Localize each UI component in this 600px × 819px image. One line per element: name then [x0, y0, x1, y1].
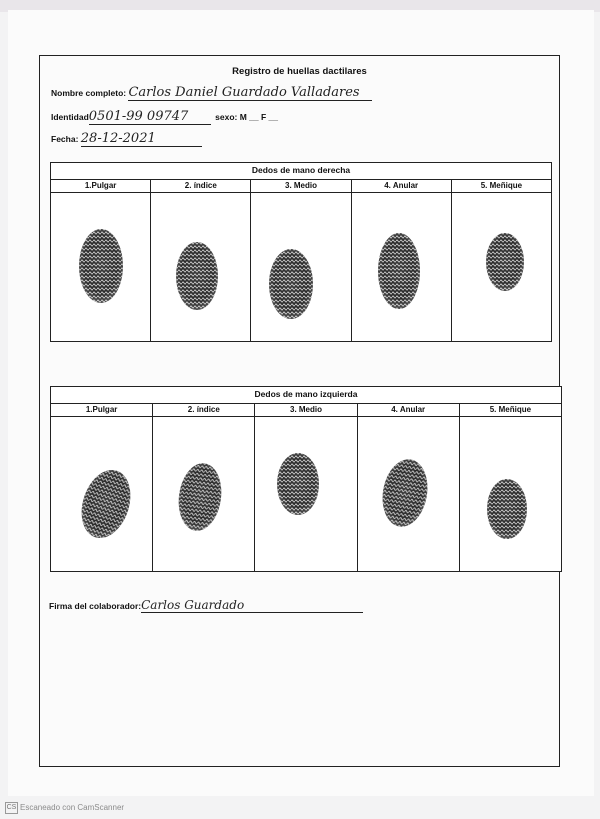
right-finger-header: 3. Medio [251, 180, 351, 192]
right-finger-header: 5. Meñique [480, 181, 523, 190]
date-field [51, 131, 202, 147]
fingerprint-form [39, 55, 560, 767]
right-hand-table [50, 162, 552, 342]
fingerprint-cell [153, 417, 255, 571]
fingerprint-cell [452, 193, 551, 341]
fingerprint-image [484, 231, 526, 293]
right-finger-header: 2. índice [151, 180, 251, 192]
fingerprint-image [376, 231, 422, 311]
fingerprint-cell [51, 417, 153, 571]
right-hand-headers [51, 180, 551, 193]
fingerprint-image [485, 477, 529, 541]
left-finger-header: 1.Pulgar [51, 404, 153, 416]
fingerprint-cell [460, 417, 561, 571]
fingerprint-cell [358, 417, 460, 571]
left-finger-header: 4. Anular [358, 404, 460, 416]
left-finger-header: 5. Meñique [489, 405, 532, 414]
fingerprint-cell [255, 417, 357, 571]
name-field [51, 85, 372, 101]
name-label: Nombre completo: [51, 88, 127, 98]
right-finger-header: 1.Pulgar [51, 180, 151, 192]
fingerprint-cell [352, 193, 452, 341]
name-value: Carlos Daniel Guardado Valladares [128, 85, 372, 101]
signature-field [49, 598, 363, 613]
right-finger-header: 4. Anular [352, 180, 452, 192]
fingerprint-image [380, 457, 430, 529]
fingerprint-image [174, 241, 220, 311]
fingerprint-image [267, 247, 315, 321]
id-label: Identidad [51, 112, 89, 122]
fingerprint-cell [151, 193, 251, 341]
fingerprint-image [77, 467, 135, 541]
camscanner-watermark: Escaneado con CamScanner [20, 803, 125, 812]
left-finger-header: 2. índice [153, 404, 255, 416]
fingerprint-image [177, 461, 223, 533]
fingerprint-cell [51, 193, 151, 341]
camscanner-logo: CS [5, 802, 18, 814]
right-hand-cells [51, 193, 551, 341]
left-hand-title: Dedos de mano izquierda [51, 387, 561, 404]
right-hand-title: Dedos de mano derecha [51, 163, 551, 180]
form-title: Registro de huellas dactilares [232, 66, 367, 77]
left-finger-header: 3. Medio [255, 404, 357, 416]
left-hand-table [50, 386, 562, 572]
fingerprint-cell [251, 193, 351, 341]
left-hand-cells [51, 417, 561, 571]
id-field [51, 109, 278, 125]
date-label: Fecha: [51, 134, 79, 144]
date-value: 28-12-2021 [81, 131, 202, 147]
signature-label: Firma del colaborador: [49, 601, 142, 611]
fingerprint-image [77, 227, 125, 305]
fingerprint-image [275, 451, 321, 517]
left-hand-headers [51, 404, 561, 417]
id-value: 0501-99 09747 [89, 109, 211, 125]
sex-label: sexo: M __ F __ [215, 112, 278, 122]
signature-value: Carlos Guardado [141, 598, 363, 613]
